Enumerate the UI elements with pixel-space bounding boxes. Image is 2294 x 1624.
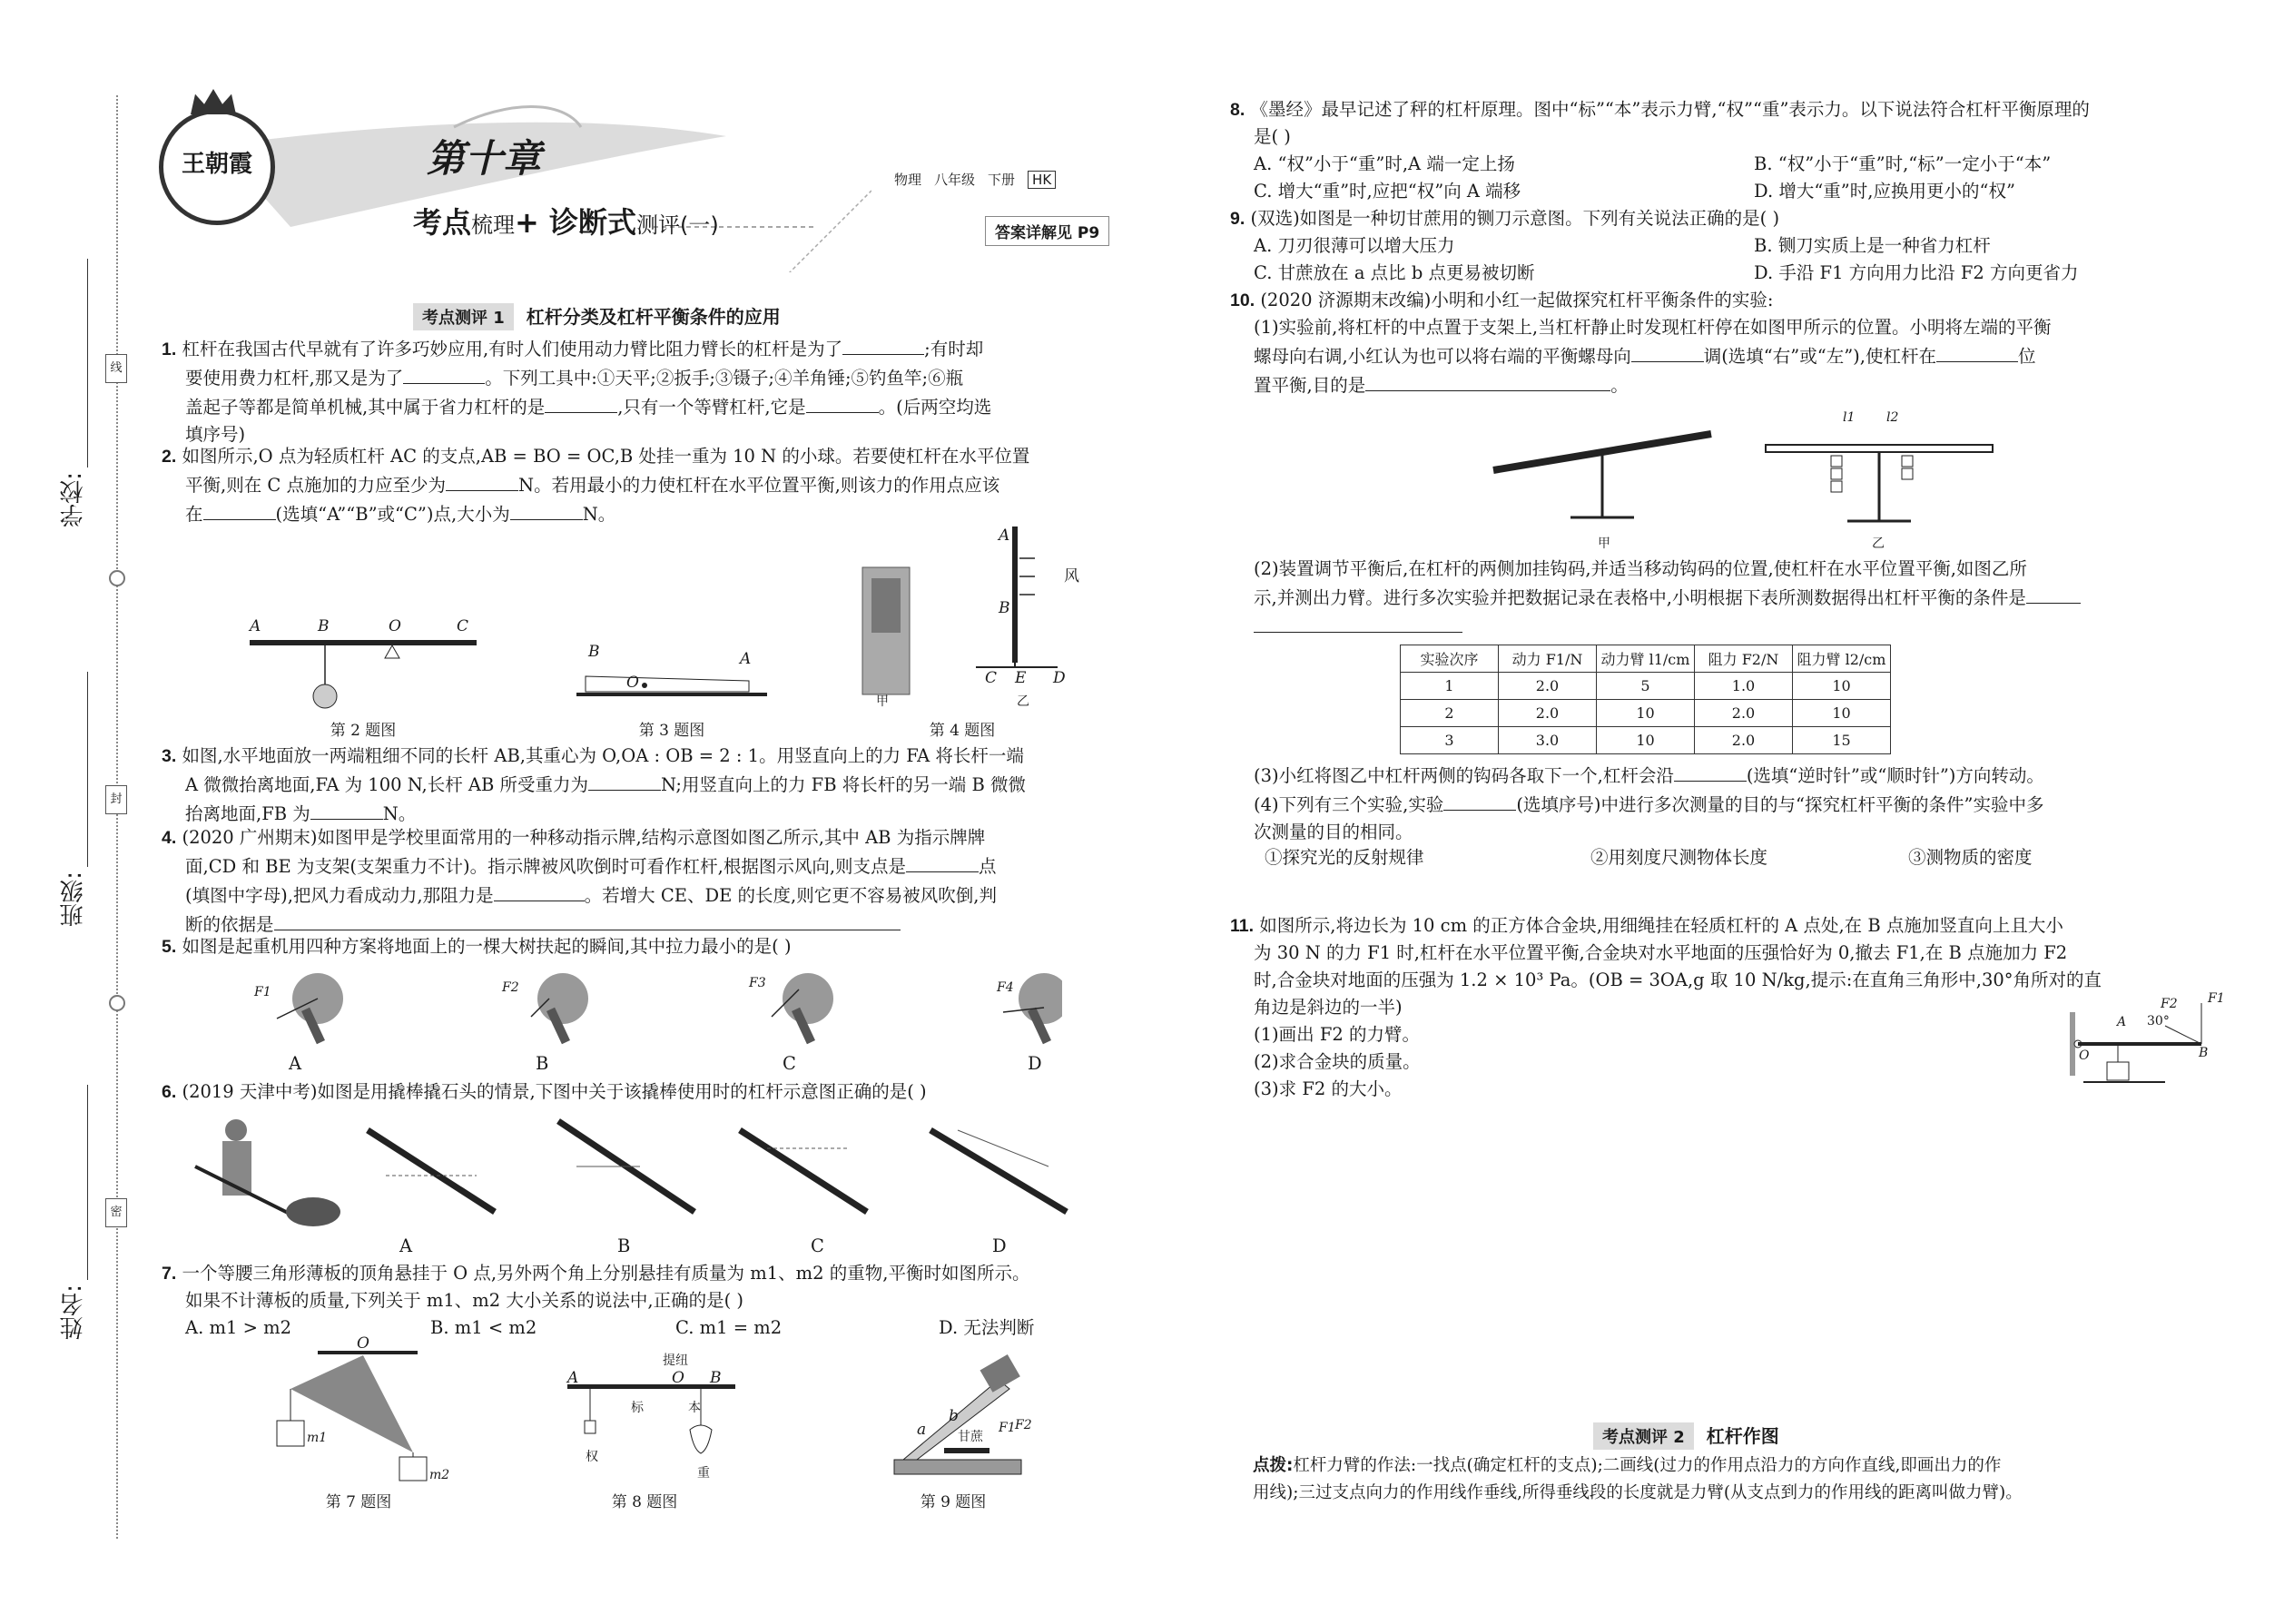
fig4-label-a: A bbox=[999, 527, 1010, 545]
fig4-label-c: C bbox=[985, 669, 998, 687]
q8-option-d[interactable]: D. 增大“重”时,应换用更小的“权” bbox=[1754, 181, 2015, 202]
q5-option-c[interactable]: C bbox=[783, 1053, 796, 1074]
fig11-label-f1: F1 bbox=[2208, 991, 2225, 1006]
q9-option-d[interactable]: D. 手沿 F1 方向用力比沿 F2 方向更省力 bbox=[1754, 262, 2079, 283]
fig9-label-sugarcane: 甘蔗 bbox=[958, 1430, 983, 1444]
page-subtitle: 考点梳理+ 诊断式测评(一) bbox=[413, 205, 719, 240]
q2-blank-2[interactable] bbox=[203, 499, 276, 520]
q6-option-c[interactable]: C bbox=[811, 1235, 824, 1256]
fig2-label-c: C bbox=[457, 617, 469, 635]
fig8-label-o: O bbox=[672, 1369, 684, 1387]
table-row: 2 2.0 10 2.0 10 bbox=[1401, 700, 1891, 727]
binding-line bbox=[116, 95, 118, 1539]
q10-blank-4[interactable] bbox=[2026, 583, 2081, 604]
class-label: 班级: bbox=[60, 871, 87, 927]
question-11: 11. 如图所示,将边长为 10 cm 的正方体合金块,用细绳挂在轻质杠杆的 A 点处,在 B 点施加竖直向上且大小 为 30 N 的力 F1 时,杠杆在水平位置平衡,合金块对水平地面的压强恰好为 0,撤去 F1,在 B 点施加力 F2 时,合金块对地面的压强为 1.2 × 10³ Pa。(OB = 3OA,g 取 10 N/kg,提示:在直角三角形中,30°角所对的直 角边是斜边的一半) (1)画出 F2 的力臂。 (2)求合金块的质量。 (3)求 F2 的大小。 bbox=[1230, 915, 2102, 1099]
fig2-label-o: O bbox=[389, 617, 401, 635]
question-5: 5. 如图是起重机用四种方案将地面上的一棵大树扶起的瞬间,其中拉力最小的是( ) bbox=[162, 936, 792, 957]
figure-q5-trees bbox=[245, 971, 1062, 1053]
q8-option-c[interactable]: C. 增大“重”时,应把“权”向 A 端移 bbox=[1254, 181, 1521, 202]
q8-option-b[interactable]: B. “权”小于“重”时,“标”一定小于“本” bbox=[1754, 153, 2052, 174]
table-header: 动力臂 l1/cm bbox=[1597, 645, 1695, 673]
question-8: 8. 《墨经》最早记述了秤的杠杆原理。图中“标”“本”表示力臂,“权”“重”表示力。以下说法符合杠杆平衡原理的 是( ) bbox=[1230, 99, 2090, 147]
q4-blank-3[interactable] bbox=[274, 910, 901, 930]
q10-experiment-1: ①探究光的反射规律 bbox=[1265, 847, 1424, 868]
q10-experiment-2: ②用刻度尺测物体长度 bbox=[1590, 847, 1768, 868]
fig7-label-m1: m1 bbox=[307, 1431, 328, 1445]
section-1-heading: 考点测评 1 杠杆分类及杠杆平衡条件的应用 bbox=[413, 302, 781, 330]
fig8-label-b: B bbox=[710, 1369, 722, 1387]
fig4-label-d: D bbox=[1053, 669, 1066, 687]
q10-experiment-3: ③测物质的密度 bbox=[1908, 847, 2033, 868]
figure-q2-lever bbox=[245, 613, 490, 722]
q1-blank-4[interactable] bbox=[806, 392, 879, 413]
q9-option-c[interactable]: C. 甘蔗放在 a 点比 b 点更易被切断 bbox=[1254, 262, 1535, 283]
seal-mark-secret: 密 bbox=[105, 1198, 127, 1227]
class-field[interactable] bbox=[87, 672, 88, 867]
fig9-label-f1: F1 bbox=[999, 1421, 1016, 1435]
seal-mark-seal: 封 bbox=[105, 785, 127, 814]
q1-blank-2[interactable] bbox=[403, 363, 485, 384]
figure-2-caption: 第 2 题图 bbox=[330, 722, 397, 740]
table-header: 阻力臂 l2/cm bbox=[1793, 645, 1891, 673]
table-header: 实验次序 bbox=[1401, 645, 1499, 673]
fig9-label-a: a bbox=[917, 1421, 927, 1439]
fig11-label-o: O bbox=[2079, 1048, 2090, 1063]
question-4: 4. (2020 广州期末)如图甲是学校里面常用的一种移动指示牌,结构示意图如图乙所示,其中 AB 为指示牌牌 面,CD 和 BE 为支架(支架重力不计)。指示牌被风吹倒时可看作杠杆,根据图示风向,则支点是 点 (填图中字母),把风力看成动力,那阻力是 。若增大 CE、DE 的长度,则它更不容易被风吹倒,判 断的依据是 bbox=[162, 827, 997, 935]
figure-q7-triangle bbox=[263, 1348, 472, 1484]
q7-option-d[interactable]: D. 无法判断 bbox=[939, 1317, 1035, 1338]
q10-blank-3[interactable] bbox=[1365, 370, 1610, 391]
section-2-heading: 考点测评 2 杠杆作图 bbox=[1593, 1422, 1779, 1450]
fig8-label-biao: 标 bbox=[631, 1401, 644, 1415]
fig4-label-jia: 甲 bbox=[876, 694, 889, 709]
q10-blank-6[interactable] bbox=[1443, 790, 1516, 811]
figure-4-caption: 第 4 题图 bbox=[929, 722, 996, 740]
figure-7-caption: 第 7 题图 bbox=[325, 1493, 392, 1511]
fig2-label-b: B bbox=[318, 617, 330, 635]
fig7-label-m2: m2 bbox=[429, 1468, 450, 1482]
fig4-label-yi: 乙 bbox=[1017, 694, 1029, 709]
q10-blank-5[interactable] bbox=[1674, 761, 1747, 782]
question-6: 6. (2019 天津中考)如图是用撬棒撬石头的情景,下图中关于该撬棒使用时的杠杆示意图正确的是( ) bbox=[162, 1081, 927, 1102]
fig10-caption-jia: 甲 bbox=[1598, 536, 1610, 551]
q10-blank-2[interactable] bbox=[1936, 341, 2018, 362]
q5-force-1: F1 bbox=[254, 985, 271, 999]
q3-blank-1[interactable] bbox=[588, 770, 661, 791]
q4-blank-2[interactable] bbox=[494, 881, 585, 901]
fig4-label-wind: 风 bbox=[1064, 567, 1079, 586]
question-3: 3. 如图,水平地面放一两端粗细不同的长杆 AB,其重心为 O,OA : OB = 2 : 1。用竖直向上的力 FA 将长杆一端 A 微微抬离地面,FA 为 100 N,长杆 AB 所受重力为 N;用竖直向上的力 FB 将长杆的另一端 B 微微 抬离地面,FB 为 N。 bbox=[162, 745, 1026, 824]
question-1: 1. 杠杆在我国古代早就有了许多巧妙应用,有时人们使用动力臂比阻力臂长的杠杆是为了 ;有时却 要使用费力杠杆,那又是为了 。下列工具中:①天平;②扳手;③镊子;④羊角锤;⑤钓鱼竿;⑥瓶 盖起子等都是简单机械,其中属于省力杠杆的是 ,只有一个等臂杠杆,它是 。(后两空均选 填序号) bbox=[162, 334, 1160, 448]
q5-force-2: F2 bbox=[502, 980, 519, 995]
fig3-label-o: O bbox=[626, 674, 639, 692]
q8-option-a[interactable]: A. “权”小于“重”时,A 端一定上扬 bbox=[1254, 153, 1515, 174]
name-field[interactable] bbox=[87, 1085, 88, 1280]
question-9: 9. (双选)如图是一种切甘蔗用的铡刀示意图。下列有关说法正确的是( ) bbox=[1230, 208, 1780, 229]
q1-blank-3[interactable] bbox=[545, 392, 617, 413]
fig9-label-b: b bbox=[949, 1407, 959, 1425]
q10-data-table bbox=[1400, 645, 1891, 754]
school-label: 学校: bbox=[60, 472, 87, 527]
table-header: 阻力 F2/N bbox=[1695, 645, 1793, 673]
question-10: 10. (2020 济源期末改编)小明和小红一起做探究杠杆平衡条件的实验: (1)实验前,将杠杆的中点置于支架上,当杠杆静止时发现杠杆停在如图甲所示的位置。小明将左端的平衡 螺母向右调,小红认为也可以将右端的平衡螺母向 调(选填“右”或“左”),使杠杆在 位 置平衡,目的是 。 bbox=[1230, 290, 2052, 396]
q9-option-b[interactable]: B. 铡刀实质上是一种省力杠杆 bbox=[1754, 235, 1991, 256]
fig7-label-o: O bbox=[357, 1334, 369, 1353]
q2-blank-3[interactable] bbox=[510, 499, 583, 520]
q5-option-b[interactable]: B bbox=[536, 1053, 549, 1074]
answer-reference: 答案详解见 P9 bbox=[985, 216, 1109, 246]
figure-q6-crowbar bbox=[186, 1112, 1130, 1239]
fig8-label-tiniu: 提纽 bbox=[663, 1353, 688, 1368]
fig11-label-a: A bbox=[2117, 1015, 2127, 1029]
q9-option-a[interactable]: A. 刀刃很薄可以增大压力 bbox=[1254, 235, 1455, 256]
table-row: 3 3.0 10 2.0 15 bbox=[1401, 727, 1891, 754]
binding-hole-icon bbox=[109, 995, 125, 1011]
question-10-part2: (2)装置调节平衡后,在杠杆的两侧加挂钩码,并适当移动钩码的位置,使杠杆在水平位置平衡,如图乙所 示,并测出力臂。进行多次实验并把数据记录在表格中,小明根据下表所测数据得出杠杆平衡的条件是 bbox=[1230, 556, 2242, 641]
seal-mark-line: 线 bbox=[105, 354, 127, 383]
table-row: 1 2.0 5 1.0 10 bbox=[1401, 673, 1891, 700]
fig11-label-30deg: 30° bbox=[2147, 1014, 2170, 1029]
question-7: 7. 一个等腰三角形薄板的顶角悬挂于 O 点,另外两个角上分别悬挂有质量为 m1、m2 的重物,平衡时如图所示。 如果不计薄板的质量,下列关于 m1、m2 大小关系的说法中,正确的是( ) bbox=[162, 1263, 1030, 1311]
fig10-caption-yi: 乙 bbox=[1872, 536, 1885, 551]
figure-q10-lever-balanced bbox=[1757, 419, 2002, 528]
fig8-label-zhong: 重 bbox=[697, 1466, 710, 1481]
fig4-label-b: B bbox=[999, 599, 1010, 617]
q7-option-a[interactable]: A. m1 > m2 bbox=[185, 1317, 292, 1338]
fig8-label-a: A bbox=[567, 1369, 579, 1387]
figure-3-caption: 第 3 题图 bbox=[638, 722, 705, 740]
fig10-label-l1: l1 bbox=[1843, 410, 1856, 425]
q6-option-b[interactable]: B bbox=[617, 1235, 631, 1256]
q3-blank-2[interactable] bbox=[310, 799, 383, 820]
q7-option-b[interactable]: B. m1 < m2 bbox=[430, 1317, 537, 1338]
name-label: 姓名: bbox=[60, 1284, 87, 1340]
fig11-label-f2: F2 bbox=[2161, 997, 2178, 1011]
q5-option-d[interactable]: D bbox=[1028, 1053, 1042, 1074]
fig3-label-a: A bbox=[740, 650, 752, 668]
binding-hole-icon bbox=[109, 570, 125, 586]
brand-logo: 王朝霞 bbox=[159, 109, 275, 225]
q5-force-3: F3 bbox=[749, 976, 766, 990]
q1-blank-1[interactable] bbox=[842, 334, 924, 355]
figure-8-caption: 第 8 题图 bbox=[611, 1493, 678, 1511]
chapter-title: 第十章 bbox=[427, 136, 542, 181]
q5-option-a[interactable]: A bbox=[289, 1053, 302, 1074]
fig8-label-quan: 权 bbox=[586, 1450, 598, 1464]
q6-option-d[interactable]: D bbox=[992, 1235, 1007, 1256]
q7-option-c[interactable]: C. m1 = m2 bbox=[675, 1317, 783, 1338]
q10-blank-1[interactable] bbox=[1631, 341, 1704, 362]
fig3-label-b: B bbox=[588, 643, 600, 661]
fig2-label-a: A bbox=[250, 617, 261, 635]
q4-blank-1[interactable] bbox=[906, 851, 979, 872]
book-meta: 物理 八年级 下册 HK bbox=[894, 170, 1056, 189]
q5-force-4: F4 bbox=[997, 980, 1014, 995]
figure-9-caption: 第 9 题图 bbox=[920, 1493, 987, 1511]
question-2: 2. 如图所示,O 点为轻质杠杆 AC 的支点,AB = BO = OC,B 处挂一重为 10 N 的小球。若要使杠杆在水平位置 平衡,则在 C 点施加的力应至少为 N。若用最小的力使杠杆在水平位置平衡,则该力的作用点应该 在 (选填“A”“B”或“C”)点,大小为 N。 bbox=[162, 446, 1030, 525]
fig9-label-f2: F2 bbox=[1015, 1418, 1032, 1432]
school-field[interactable] bbox=[87, 259, 88, 468]
table-header: 动力 F1/N bbox=[1499, 645, 1597, 673]
fig11-label-b: B bbox=[2199, 1046, 2209, 1060]
question-10-part3: (3)小红将图乙中杠杆两侧的钩码各取下一个,杠杆会沿 (选填“逆时针”或“顺时针”)方向转动。 (4)下列有三个实验,实验 (选填序号)中进行多次测量的目的与“探究杠杆平衡的条件”实验中多 次测量的目的相同。 bbox=[1230, 761, 2242, 846]
tip-paragraph: 点拨:杠杆力臂的作法:一找点(确定杠杆的支点);二画线(过力的作用点沿力的方向作直线,即画出力的作 用线);三过支点向力的作用线作垂线,所得垂线段的长度就是力臂(从支点到力的作用线的距离叫做力臂)。 bbox=[1253, 1456, 2023, 1502]
figure-q4-sign bbox=[858, 522, 1085, 704]
q6-option-a[interactable]: A bbox=[399, 1235, 413, 1256]
fig4-label-e: E bbox=[1015, 669, 1027, 687]
figure-q10-lever-tilted bbox=[1484, 416, 1720, 525]
fig10-label-l2: l2 bbox=[1886, 410, 1899, 425]
fig8-label-ben: 本 bbox=[688, 1401, 701, 1415]
q2-blank-1[interactable] bbox=[446, 470, 518, 491]
q10-blank-4-cont[interactable] bbox=[1254, 612, 1462, 633]
